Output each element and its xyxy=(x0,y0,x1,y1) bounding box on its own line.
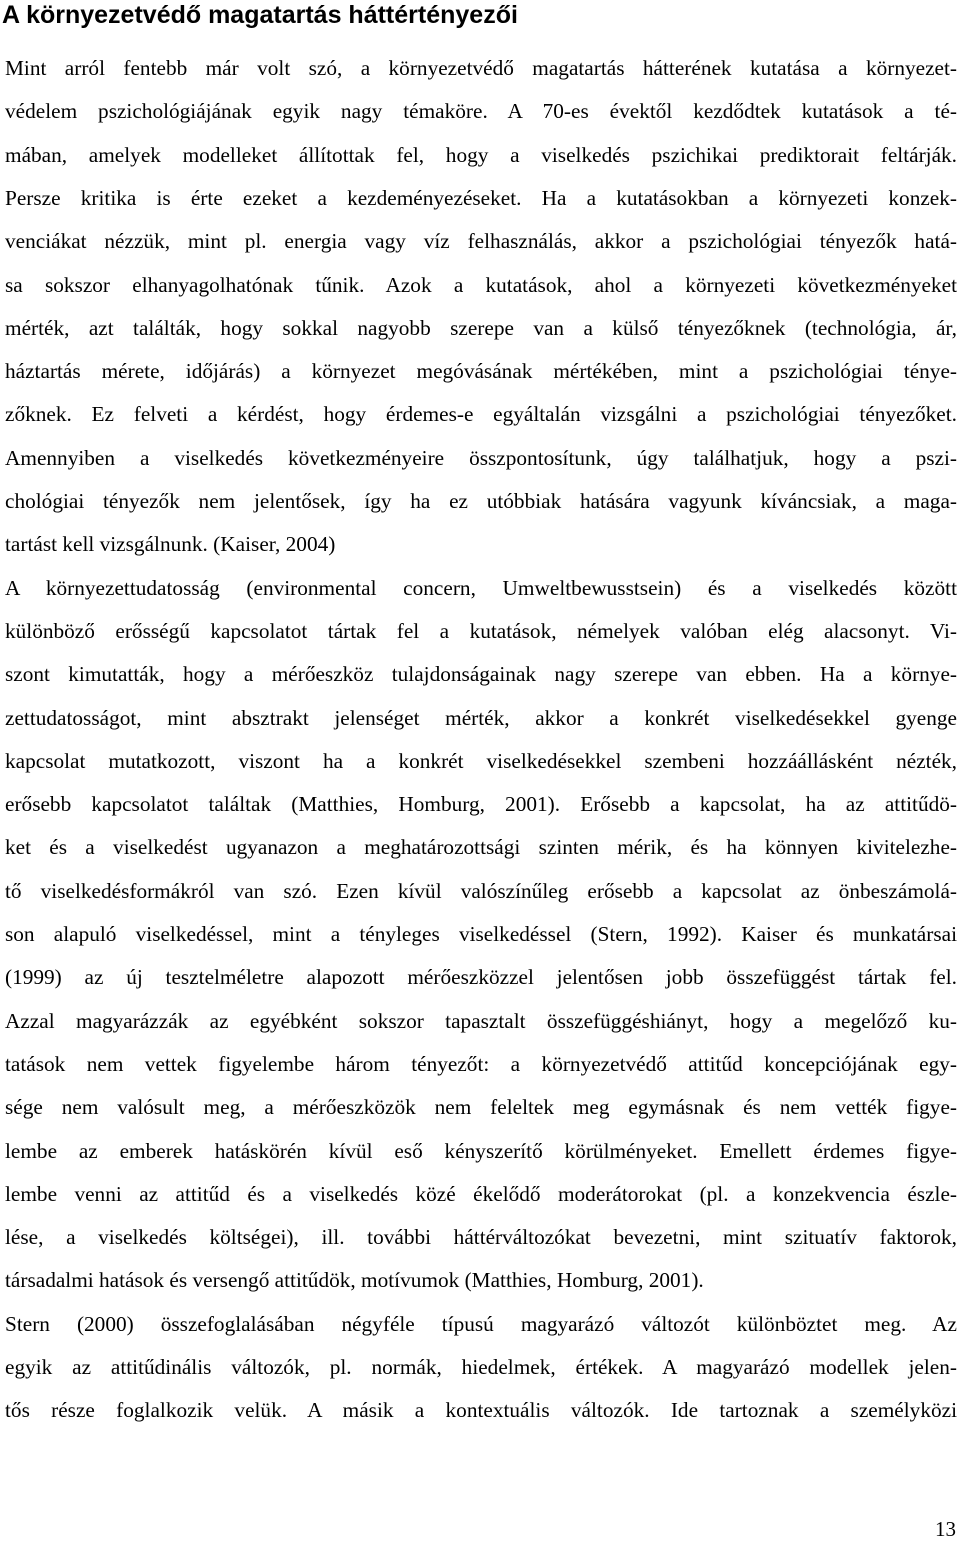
text-line: (1999) az új tesztelméletre alapozott mérőeszközzel jelentősen jobb összefüggést tártak fel. xyxy=(5,965,957,990)
text-line: Persze kritika is érte ezeket a kezdeményezéseket. Ha a kutatásokban a környezeti konzek- xyxy=(5,185,957,210)
text-line: chológiai tényezők nem jelentősek, így ha ez utóbbiak hatására vagyunk kíváncsiak, a maga- xyxy=(5,489,957,513)
text-line: háztartás mérete, időjárás) a környezet megóvásának mértékében, mint a pszichológiai ténye- xyxy=(5,359,957,384)
text-line: lembe az emberek hatáskörén kívül eső kényszerítő körülményeket. Emellett érdemes figye- xyxy=(5,1138,957,1163)
text-line: Amennyiben a viselkedés következményeire összpontosítunk, úgy találhatjuk, hogy a pszi- xyxy=(5,445,957,470)
text-line: Mint arról fentebb már volt szó, a környezetvédő magatartás hátterének kutatása a környezet- xyxy=(5,56,957,80)
text-line: zettudatosságot, mint absztrakt jelenséget mérték, akkor a konkrét viselkedésekkel gyenge xyxy=(5,705,957,730)
text-line: Azzal magyarázzák az egyébként sokszor tapasztalt összefüggéshiányt, hogy a megelőző ku- xyxy=(5,1008,957,1033)
text-line: venciákat nézzük, mint pl. energia vagy víz felhasználás, akkor a pszichológiai tényezők hatá- xyxy=(5,229,957,254)
text-line: sége nem valósult meg, a mérőeszközök nem feleltek meg egymásnak és nem vették figye- xyxy=(5,1095,957,1120)
text-line: szont kimutatták, hogy a mérőeszköz tulajdonságainak nagy szerepe van ebben. Ha a környe- xyxy=(5,662,957,687)
text-line: lése, a viselkedés költségei), ill. további háttérváltozókat bevezetni, mint szituatív faktorok, xyxy=(5,1225,957,1250)
text-line: sa sokszor elhanyagolhatónak tűnik. Azok a kutatások, ahol a környezeti következményeket xyxy=(5,272,957,297)
text-line: kapcsolat mutatkozott, viszont ha a konkrét viselkedésekkel szembeni hozzáállásként nézték, xyxy=(5,748,957,773)
text-line: tartást kell vizsgálnunk. (Kaiser, 2004) xyxy=(5,532,336,557)
page-number: 13 xyxy=(935,1517,956,1541)
text-line: erősebb kapcsolatot találtak (Matthies, Homburg, 2001). Erősebb a kapcsolat, ha az attitűdö- xyxy=(5,792,957,817)
text-line: son alapuló viselkedéssel, mint a tényleges viselkedéssel (Stern, 1992). Kaiser és munkatársai xyxy=(5,922,957,946)
text-line: védelem pszichológiájának egyik nagy témaköre. A 70-es évektől kezdődtek kutatások a té- xyxy=(5,99,957,124)
text-line: A környezettudatosság (environmental concern, Umweltbewusstsein) és a viselkedés között xyxy=(5,575,957,600)
text-line: társadalmi hatások és versengő attitűdök, motívumok (Matthies, Homburg, 2001). xyxy=(5,1268,704,1293)
text-line: mában, amelyek modelleket állítottak fel, hogy a viselkedés pszichikai prediktorait feltárják. xyxy=(5,142,957,167)
text-line: különböző erősségű kapcsolatot tártak fel a kutatások, némelyek valóban elég alacsonyt. Vi- xyxy=(5,618,957,643)
text-line: lembe venni az attitűd és a viselkedés közé ékelődő moderátorokat (pl. a konzekvencia észle- xyxy=(5,1181,957,1206)
text-line: tő viselkedésformákról van szó. Ezen kívül valószínűleg erősebb a kapcsolat az önbeszámolá- xyxy=(5,878,957,903)
text-line: tatások nem vettek figyelembe három tényezőt: a környezetvédő attitűd koncepciójának egy- xyxy=(5,1051,957,1076)
text-line: Stern (2000) összefoglalásában négyféle típusú magyarázó változót különböztet meg. Az xyxy=(5,1311,957,1336)
text-line: zőknek. Ez felveti a kérdést, hogy érdemes-e egyáltalán vizsgálni a pszichológiai tényezőket. xyxy=(5,402,957,427)
text-line: tős része foglalkozik velük. A másik a kontextuális változók. Ide tartoznak a személyközi xyxy=(5,1398,957,1423)
text-line: mérték, azt találták, hogy sokkal nagyobb szerepe van a külső tényezőknek (technológia, ár, xyxy=(5,315,957,340)
text-line: egyik az attitűdinális változók, pl. normák, hiedelmek, értékek. A magyarázó modellek jelen- xyxy=(5,1355,957,1379)
page-title: A környezetvédő magatartás háttértényezői xyxy=(2,1,518,29)
text-line: ket és a viselkedést ugyanazon a meghatározottsági szinten mérik, és ha könnyen kivitelezhe- xyxy=(5,835,957,860)
